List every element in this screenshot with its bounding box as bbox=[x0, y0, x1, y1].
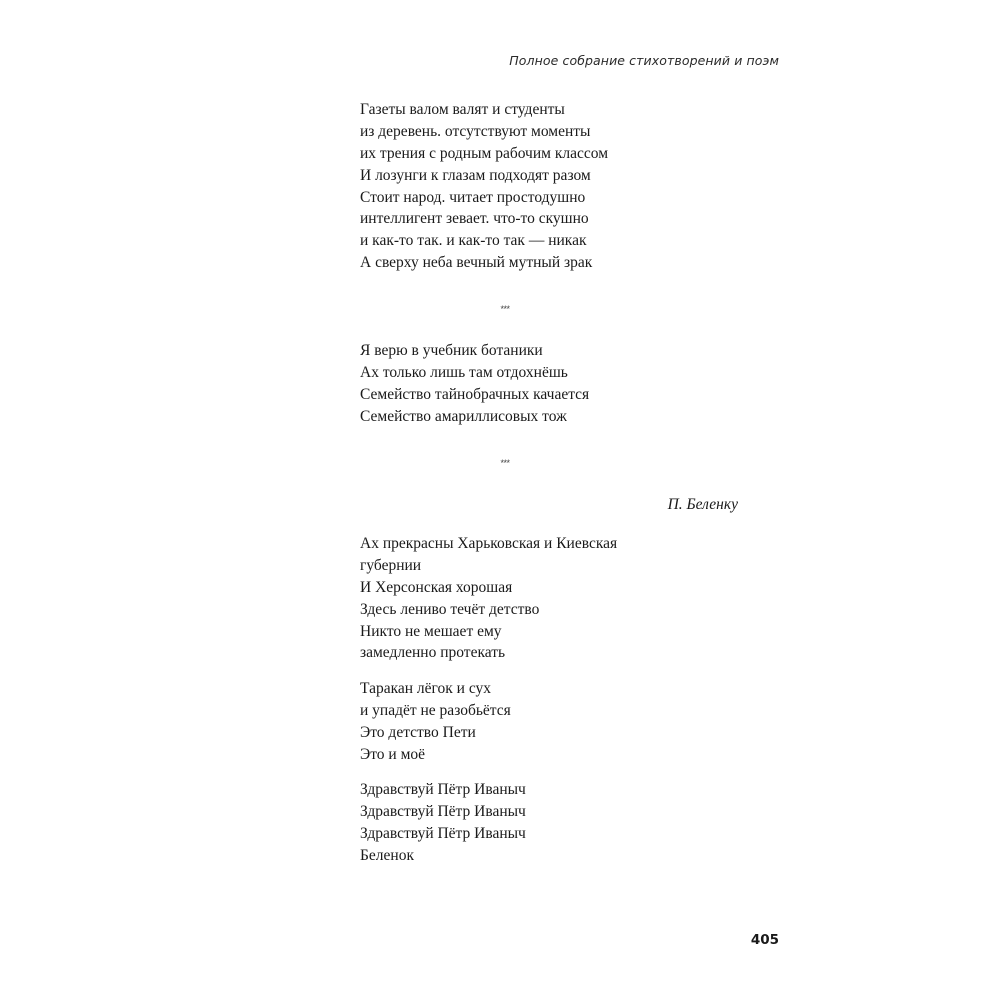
section-separator: *** bbox=[500, 458, 510, 468]
poem-line: Ах только лишь там отдохнёшь bbox=[360, 363, 568, 381]
poem-line: Это детство Пети bbox=[360, 723, 476, 741]
poem-line: Здравствуй Пётр Иваныч bbox=[360, 802, 526, 820]
poem-line: Газеты валом валят и студенты bbox=[360, 101, 565, 118]
poem-line: Ах прекрасны Харьковская и Киевская bbox=[360, 535, 618, 552]
dedication: П. Беленку bbox=[667, 496, 738, 513]
poem-line: Это и моё bbox=[360, 745, 426, 763]
poem-line: Таракан лёгок и сух bbox=[360, 680, 492, 697]
poem-line: и как-то так. и как-то так — никак bbox=[360, 232, 587, 250]
poem-line: Я верю в учебник ботаники bbox=[360, 342, 543, 359]
poem-line: Здравствуй Пётр Иваныч bbox=[360, 781, 526, 798]
poem-line: Здравствуй Пётр Иваныч bbox=[360, 824, 526, 842]
poem-1 bbox=[360, 99, 608, 274]
poem-line: Беленок bbox=[360, 846, 414, 864]
poem-line: замедленно протекать bbox=[360, 644, 506, 662]
poem-line: Семейство тайнобрачных качается bbox=[360, 385, 590, 403]
poem-line: их трения с родным рабочим классом bbox=[360, 144, 608, 162]
poem-line: И лозунги к глазам подходят разом bbox=[360, 166, 591, 184]
page-number: 405 bbox=[750, 932, 779, 948]
poem-3-stanza-1 bbox=[360, 533, 617, 664]
poem-2 bbox=[360, 340, 589, 428]
poem-line: Никто не мешает ему bbox=[360, 622, 502, 640]
poem-line: из деревень. отсутствуют моменты bbox=[360, 122, 591, 140]
poem-3-stanza-2 bbox=[360, 678, 511, 766]
section-separator: *** bbox=[500, 304, 510, 314]
poem-line: И Херсонская хорошая bbox=[360, 578, 513, 596]
poem-line: А сверху неба вечный мутный зрак bbox=[360, 254, 593, 272]
poem-line: Стоит народ. читает простодушно bbox=[360, 188, 586, 206]
poem-line: губернии bbox=[360, 556, 422, 574]
poem-line: Здесь лениво течёт детство bbox=[360, 600, 540, 618]
poem-line: Семейство амариллисовых тож bbox=[360, 407, 567, 425]
poem-line: и упадёт не разобьётся bbox=[360, 701, 511, 719]
poem-3-stanza-3 bbox=[360, 779, 526, 867]
running-head: Полное собрание стихотворений и поэм bbox=[509, 53, 779, 68]
poem-line: интеллигент зевает. что-то скушно bbox=[360, 210, 589, 228]
